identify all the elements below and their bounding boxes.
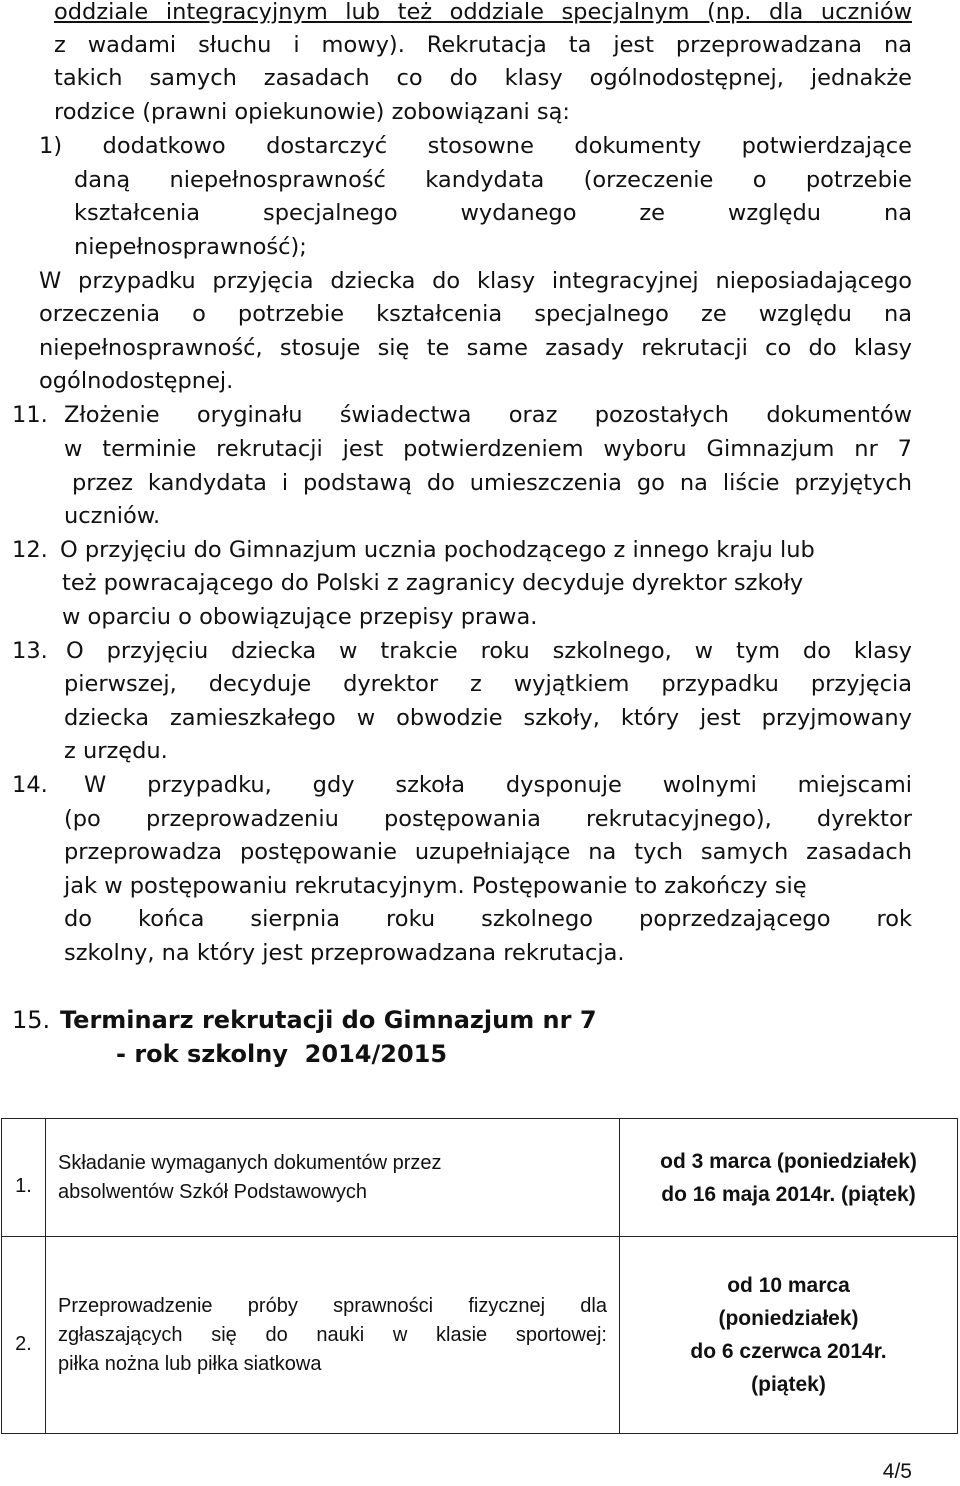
item-line: dziecka zamieszkałego w obwodzie szkoły, który jest przyjmowany [64, 705, 912, 731]
body-line: takich samych zasadach co do klasy ogólnodostępnej, jednakże [54, 65, 912, 91]
date-line: do 16 maja 2014r. (piątek) [661, 1182, 916, 1206]
body-line: rodzice (prawni opiekunowie) zobowiązani są: [54, 99, 571, 125]
item-number: 12. [12, 537, 48, 563]
schedule-table [1, 1118, 958, 1434]
row-description [46, 1119, 620, 1237]
item-number: 11. [12, 402, 48, 428]
item-line: uczniów. [64, 503, 161, 529]
body-line: ogólnodostępnej. [39, 368, 234, 394]
date-line: do 6 czerwca 2014r. [690, 1340, 887, 1363]
body-line: orzeczenia o potrzebie kształcenia specjalnego ze względu na [39, 301, 912, 327]
description-line: Składanie wymaganych dokumentów przez [58, 1151, 442, 1174]
item-line: szkolny, na który jest przeprowadzana rekrutacja. [64, 940, 625, 966]
item-line: z urzędu. [64, 738, 168, 764]
item-line: jak w postępowaniu rekrutacyjnym. Postępowanie to zakończy się [64, 873, 807, 899]
body-line: oddziale integracyjnym lub też oddziale specjalnym (np. dla uczniów [54, 0, 912, 25]
item-line: W przypadku, gdy szkoła dysponuje wolnymi miejscami [84, 772, 912, 798]
item-line: przez kandydata i podstawą do umieszczenia go na liście przyjętych [72, 470, 912, 496]
body-line: daną niepełnosprawność kandydata (orzeczenie o potrzebie [74, 167, 912, 193]
table-row [2, 1119, 958, 1237]
body-line: W przypadku przyjęcia dziecka do klasy integracyjnej nieposiadającego [39, 268, 912, 294]
row-description [46, 1237, 620, 1434]
section-number: 15. [12, 1006, 51, 1034]
item-line: Złożenie oryginału świadectwa oraz pozostałych dokumentów [64, 402, 912, 428]
date-line: od 3 marca (poniedziałek) [660, 1149, 917, 1173]
section-subtitle: - rok szkolny 2014/2015 [116, 1040, 448, 1068]
section-title: Terminarz rekrutacji do Gimnazjum nr 7 [60, 1006, 597, 1034]
row-date [620, 1237, 958, 1434]
date-line: od 10 marca [727, 1274, 850, 1297]
item-line: O przyjęciu do Gimnazjum ucznia pochodzącego z innego kraju lub [60, 537, 815, 563]
date-line: (poniedziałek) [718, 1307, 859, 1330]
row-number: 2. [2, 1237, 46, 1434]
item-line: w oparciu o obowiązujące przepisy prawa. [62, 604, 538, 630]
item-line: przeprowadza postępowanie uzupełniające na tych samych zasadach [64, 839, 912, 865]
body-line: 1) dodatkowo dostarczyć stosowne dokumenty potwierdzające [39, 133, 912, 159]
item-number: 14. [12, 772, 48, 798]
body-line: niepełnosprawność, stosuje się te same zasady rekrutacji co do klasy [39, 335, 912, 361]
table-row [2, 1237, 958, 1434]
item-number: 13. [12, 638, 48, 664]
item-line: do końca sierpnia roku szkolnego poprzedzającego rok [64, 906, 912, 932]
item-line: w terminie rekrutacji jest potwierdzeniem wyboru Gimnazjum nr 7 [64, 436, 912, 462]
item-line: O przyjęciu dziecka w trakcie roku szkolnego, w tym do klasy [66, 638, 912, 664]
item-line: (po przeprowadzeniu postępowania rekrutacyjnego), dyrektor [64, 806, 912, 832]
description-line: absolwentów Szkół Podstawowych [58, 1180, 368, 1203]
item-line: też powracającego do Polski z zagranicy decyduje dyrektor szkoły [62, 570, 804, 596]
row-number: 1. [2, 1119, 46, 1237]
page-number: 4/5 [882, 1460, 912, 1483]
body-line: niepełnosprawność); [74, 234, 307, 260]
body-line: z wadami słuchu i mowy). Rekrutacja ta jest przeprowadzana na [54, 32, 912, 58]
date-line: (piątek) [751, 1373, 826, 1396]
description-line: zgłaszających się do nauki w klasie sportowej: [58, 1323, 607, 1346]
body-line: kształcenia specjalnego wydanego ze względu na [74, 200, 912, 226]
description-line: piłka nożna lub piłka siatkowa [58, 1352, 322, 1375]
item-line: pierwszej, decyduje dyrektor z wyjątkiem przypadku przyjęcia [64, 671, 912, 697]
description-line: Przeprowadzenie próby sprawności fizycznej dla [58, 1294, 607, 1317]
row-date [620, 1119, 958, 1237]
